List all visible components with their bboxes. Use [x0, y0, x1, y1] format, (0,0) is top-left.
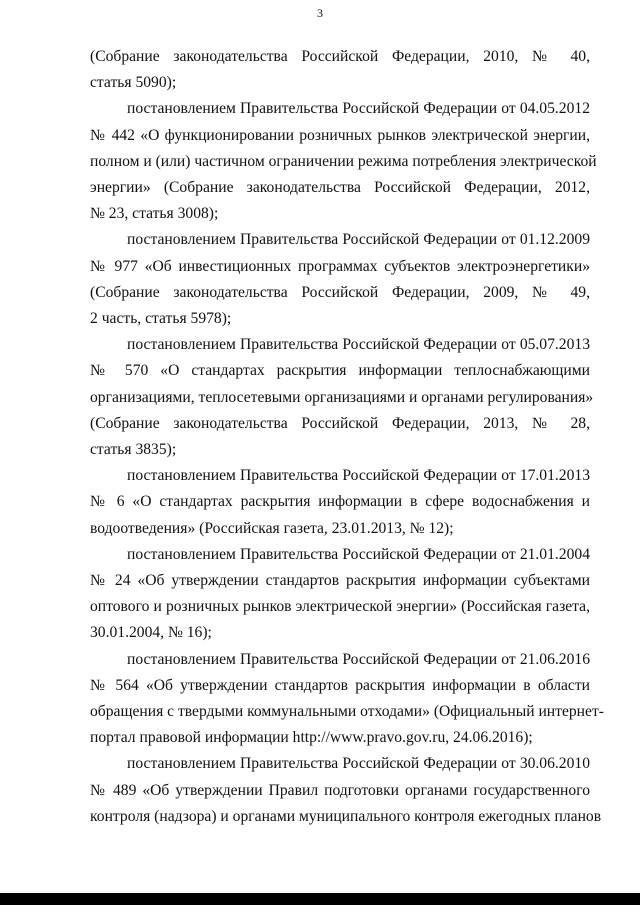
text-line: (Собрание законодательства Российской Федерации, 2013, № 28, [90, 414, 590, 432]
scan-bottom-edge [0, 893, 640, 905]
text-line: № 24 «Об утверждении стандартов раскрытия информации субъектами [90, 572, 590, 590]
text-line: № 489 «Об утверждении Правил подготовки органами государственного [90, 781, 590, 799]
page-number: 3 [317, 6, 323, 20]
text-line: портал правовой информации http://www.pravo.gov.ru, 24.06.2016); [90, 729, 533, 747]
text-line: постановлением Правительства Российской Федерации от 21.01.2004 [127, 545, 590, 563]
text-line: № 977 «Об инвестиционных программах субъектов электроэнергетики» [90, 257, 590, 275]
paragraph-1 [90, 44, 590, 96]
paragraph-7 [90, 647, 604, 752]
text-line: № 6 «О стандартах раскрытия информации в сфере водоснабжения и [90, 493, 590, 511]
text-line: № 564 «Об утверждении стандартов раскрытия информации в области [90, 676, 590, 694]
text-line: полном и (или) частичном ограничении режима потребления электрической [90, 152, 597, 170]
text-line: статья 3835); [90, 441, 177, 459]
paragraph-8 [90, 751, 602, 830]
paragraph-4 [90, 332, 594, 463]
document-body [90, 44, 604, 830]
paragraph-5 [90, 463, 590, 542]
text-line: постановлением Правительства Российской Федерации от 04.05.2012 [127, 100, 590, 118]
text-line: № 442 «О функционировании розничных рынков электрической энергии, [90, 126, 590, 144]
paragraph-3 [90, 227, 590, 332]
text-line: (Собрание законодательства Российской Федерации, 2009, № 49, [90, 283, 590, 301]
text-line: постановлением Правительства Российской Федерации от 17.01.2013 [127, 467, 590, 485]
text-line: контроля (надзора) и органами муниципального контроля ежегодных планов [90, 807, 602, 825]
text-line: оптового и розничных рынков электрической энергии» (Российская газета, [90, 598, 590, 616]
text-line: постановлением Правительства Российской Федерации от 01.12.2009 [127, 231, 590, 249]
text-line: постановлением Правительства Российской Федерации от 05.07.2013 [127, 336, 590, 354]
paragraph-2 [90, 96, 597, 227]
text-line: постановлением Правительства Российской Федерации от 21.06.2016 [127, 650, 590, 668]
text-line: 30.01.2004, № 16); [90, 624, 212, 642]
text-line: энергии» (Собрание законодательства Российской Федерации, 2012, [90, 179, 590, 197]
text-line: 2 часть, статья 5978); [90, 310, 232, 328]
text-line: (Собрание законодательства Российской Федерации, 2010, № 40, [90, 48, 590, 65]
text-line: статья 5090); [90, 74, 177, 92]
text-line: обращения с твердыми коммунальными отходами» (Официальный интернет- [90, 703, 604, 721]
text-line: водоотведения» (Российская газета, 23.01.2013, № 12); [90, 519, 454, 537]
text-line: организациями, теплосетевыми организациями и органами регулирования» [90, 388, 594, 406]
paragraph-6 [90, 542, 590, 647]
text-line: № 570 «О стандартах раскрытия информации теплоснабжающими [90, 362, 590, 380]
text-line: постановлением Правительства Российской Федерации от 30.06.2010 [127, 755, 590, 773]
text-line: № 23, статья 3008); [90, 205, 219, 223]
